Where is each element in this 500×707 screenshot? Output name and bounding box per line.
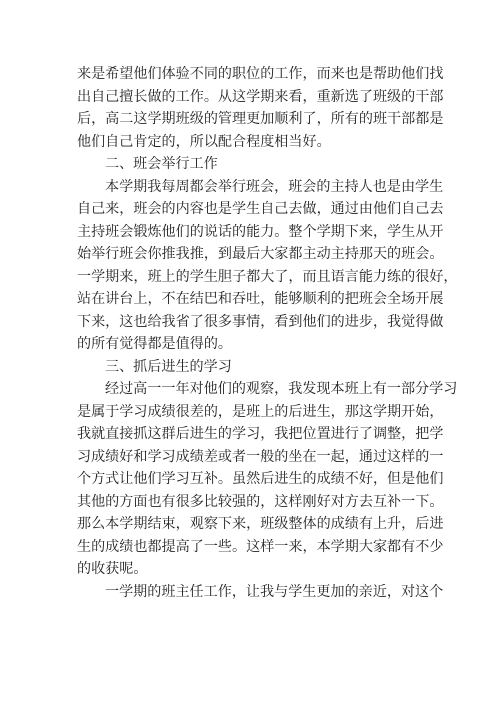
body-text-line: 后，高二这学期班级的管理更加顺利了，所有的班干部都是 [77, 111, 444, 127]
body-text-line: 生的成绩也都提高了一些。这样一来，本学期大家都有不少 [77, 538, 444, 555]
body-text-line: 下来，这也给我省了很多事情，看到他们的进步，我觉得做 [77, 313, 444, 330]
body-text-line: 出自己擅长做的工作。从这学期来看，重新选了班级的干部 [77, 88, 444, 105]
section-heading: 三、抓后进生的学习 [105, 358, 232, 375]
body-text-line: 主持班会锻炼他们的说话的能力。整个学期下来，学生从开 [77, 223, 444, 240]
body-text-line: 我就直接抓这群后进生的学习，我把位置进行了调整，把学 [77, 426, 444, 442]
body-text-line: 始举行班会你推我推，到最后大家都主动主持那天的班会。 [77, 246, 444, 262]
body-text-line: 自己来，班会的内容也是学生自己去做，通过由他们自己去 [77, 201, 444, 217]
body-text-line: 来是希望他们体验不同的职位的工作，而来也是帮助他们找 [77, 66, 444, 82]
paragraph-first-line: 一学期的班主任工作，让我与学生更加的亲近，对这个 [105, 583, 444, 600]
body-text-line: 他们自己肯定的，所以配合程度相当好。 [77, 133, 331, 150]
body-text-line: 其他的方面也有很多比较强的，这样刚好对方去互补一下。 [77, 493, 444, 510]
body-text-line: 是属于学习成绩很差的，是班上的后进生，那这学期开始， [77, 403, 444, 420]
paragraph-first-line: 本学期我每周都会举行班会，班会的主持人也是由学生 [105, 178, 444, 195]
body-text-line: 站在讲台上，不在结巴和吞吐，能够顺利的把班会全场开展 [77, 291, 444, 307]
body-text-line: 的收获呢。 [77, 561, 148, 577]
body-text-line: 那么本学期结束，观察下来，班级整体的成绩有上升，后进 [77, 516, 444, 532]
body-text-line: 一学期来，班上的学生胆子都大了，而且语言能力练的很好， [77, 268, 458, 285]
document-body [77, 63, 458, 603]
body-text-line: 的所有觉得都是值得的。 [77, 336, 233, 352]
section-heading: 二、班会举行工作 [105, 156, 218, 172]
body-text-line: 习成绩好和学习成绩差或者一般的坐在一起，通过这样的一 [77, 448, 444, 465]
paragraph-first-line: 经过高一一年对他们的观察，我发现本班上有一部分学习 [105, 381, 458, 397]
body-text-line: 个方式让他们学习互补。虽然后进生的成绩不好，但是他们 [77, 471, 444, 487]
